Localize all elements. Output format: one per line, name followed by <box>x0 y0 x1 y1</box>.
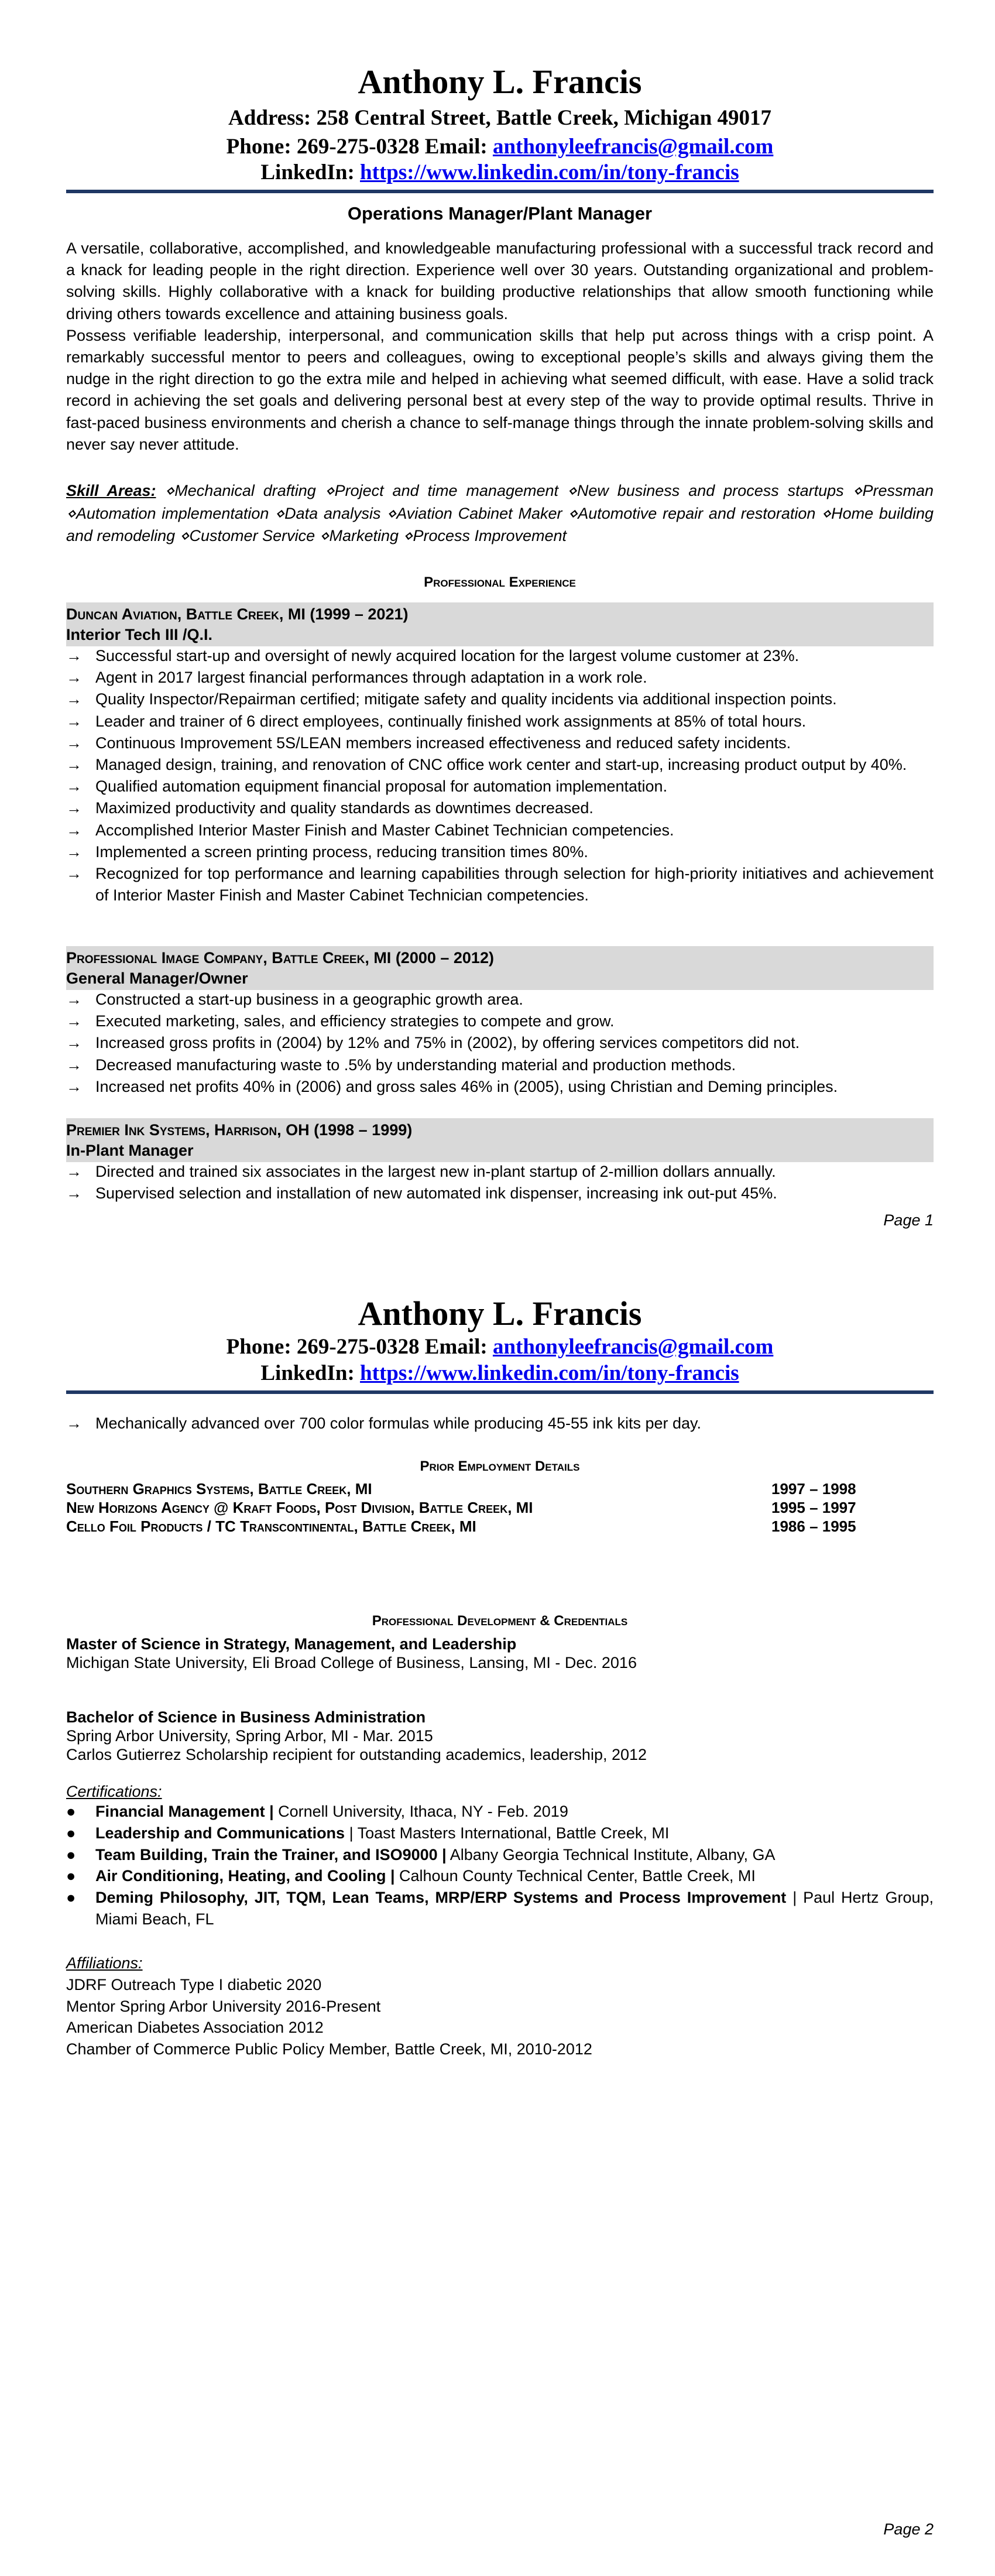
certifications-label: Certifications: <box>66 1783 162 1800</box>
bullet-icon: ● <box>66 1803 76 1820</box>
summary-paragraph: Possess verifiable leadership, interpersonal, and communication skills that help put across things with a crisp point. A remarkably successful mentor to peers and colleagues, owing to exceptional people’s skills and always giving them the nudge in the right direction to go the extra mile and helped in achieving what seemed difficult, with ease. Have a solid track record in achieving the set goals and delivering personal best at every step of the way to provide optimal results. Thrive in fast-paced business environments and cherish a chance to self-manage things through the innate problem-solving skills and never say never attitude. <box>66 326 934 453</box>
email-label: Email: <box>424 1335 488 1359</box>
arrow-icon: → <box>66 1184 82 1203</box>
list-item <box>66 841 934 863</box>
address-label: Address: <box>228 106 311 130</box>
affiliations <box>66 1952 934 2060</box>
degree-detail: Spring Arbor University, Spring Arbor, MI - Mar. 2015 <box>66 1727 433 1745</box>
affiliation-item: JDRF Outreach Type I diabetic 2020 <box>66 1975 322 1993</box>
cert-name: Financial Management | <box>95 1803 274 1820</box>
prior-company: Southern Graphics Systems, Battle Creek, MI <box>66 1480 372 1498</box>
list-item <box>66 688 934 710</box>
phone-email-line <box>66 1334 934 1361</box>
cert-detail: Albany Georgia Technical Institute, Albany, GA <box>446 1845 776 1864</box>
phone-label: Phone: <box>226 1335 291 1359</box>
affiliation-item: Mentor Spring Arbor University 2016-Present <box>66 1997 381 2015</box>
address-line <box>66 105 934 132</box>
certifications <box>66 1782 934 1930</box>
phone-value: 269-275-0328 <box>296 1335 420 1359</box>
job-bullets <box>66 645 934 906</box>
header-divider <box>66 190 934 193</box>
cert-detail: Calhoun County Technical Center, Battle Creek, MI <box>394 1867 756 1885</box>
linkedin-label: LinkedIn: <box>260 1361 355 1385</box>
candidate-name: Anthony L. Francis <box>358 63 642 101</box>
section-heading-prior-employment: Prior Employment Details <box>420 1458 580 1474</box>
skill-areas-list: ⋄Mechanical drafting ⋄Project and time management ⋄New business and process startups ⋄Pressman ⋄Automation implementation ⋄Data analysis ⋄Aviation Cabinet Maker ⋄Automotive repair and restoration ⋄Home building and remodeling ⋄Customer Service ⋄Marketing ⋄Process Improvement <box>66 482 934 544</box>
skill-areas-label: Skill Areas: <box>66 482 156 499</box>
section-heading-experience: Professional Experience <box>424 574 576 590</box>
prior-company: New Horizons Agency @ Kraft Foods, Post Division, Battle Creek, MI <box>66 1499 533 1516</box>
list-item <box>66 645 934 667</box>
bullet-text: Maximized productivity and quality standards as downtimes decreased. <box>95 799 593 817</box>
bullet-text: Successful start-up and oversight of newly acquired location for the largest volume customer at 23%. <box>95 647 800 664</box>
degree-title: Master of Science in Strategy, Management, and Leadership <box>66 1635 517 1653</box>
summary-paragraph: A versatile, collaborative, accomplished, and knowledgeable manufacturing professional with a successful track record and a knack for leading people in the right direction. Experience well over 30 years. Outstanding organizational and problem-solving skills. Highly collaborative with a knack for building productive relationships that allow smooth functioning while driving others towards excellence and attaining business goals. <box>66 239 934 323</box>
prior-employment-row <box>66 1517 934 1536</box>
arrow-icon: → <box>66 821 82 839</box>
bullet-text: Supervised selection and installation of new automated ink dispenser, increasing ink out-put 45%. <box>95 1184 777 1203</box>
job-title: Operations Manager/Plant Manager <box>347 203 653 224</box>
prior-dates: 1995 – 1997 <box>771 1499 856 1516</box>
job-role: General Manager/Owner <box>66 970 248 987</box>
cert-detail: Cornell University, Ithaca, NY - Feb. 2019 <box>273 1803 568 1820</box>
affiliation-item: American Diabetes Association 2012 <box>66 2019 324 2037</box>
list-item <box>66 1183 934 1204</box>
prior-company: Cello Foil Products / TC Transcontinental, Battle Creek, MI <box>66 1517 476 1535</box>
job-bullets <box>66 1413 934 1434</box>
bullet-text: Accomplished Interior Master Finish and Master Cabinet Technician competencies. <box>95 821 674 839</box>
list-item <box>66 1823 934 1844</box>
arrow-icon: → <box>66 865 82 883</box>
bullet-text: Increased gross profits in (2004) by 12% and 75% in (2002), by offering services competitors did not. <box>95 1034 800 1052</box>
prior-employment-list <box>66 1479 934 1536</box>
prior-dates: 1997 – 1998 <box>771 1480 856 1498</box>
list-item <box>66 1801 934 1823</box>
job-header <box>66 1118 934 1162</box>
bullet-text: Qualified automation equipment financial proposal for automation implementation. <box>95 777 668 796</box>
arrow-icon: → <box>66 1414 82 1432</box>
bullet-text: Recognized for top performance and learning capabilities through selection for high-priority initiatives and achievement of Interior Master Finish and Master Cabinet Technician competencies. <box>95 865 934 905</box>
bullet-text: Constructed a start-up business in a geographic growth area. <box>95 991 523 1008</box>
email-label: Email: <box>424 135 488 159</box>
address-value: 258 Central Street, Battle Creek, Michigan 49017 <box>316 106 771 130</box>
arrow-icon: → <box>66 1034 82 1052</box>
list-item <box>66 989 934 1010</box>
bullet-text: Mechanically advanced over 700 color formulas while producing 45-55 ink kits per day. <box>95 1414 702 1432</box>
job-company: Premier Ink Systems, Harrison, OH (1998 – 1999) <box>66 1121 413 1139</box>
list-item <box>66 1032 934 1054</box>
job-header <box>66 946 934 990</box>
list-item <box>66 1076 934 1098</box>
list-item <box>66 820 934 841</box>
skill-areas <box>66 479 934 547</box>
degree <box>66 1635 934 1672</box>
arrow-icon: → <box>66 1163 82 1180</box>
bullet-text: Managed design, training, and renovation of CNC office work center and start-up, increasing product output by 40%. <box>95 756 907 774</box>
list-item <box>66 667 934 688</box>
section-heading-development: Professional Development & Credentials <box>372 1613 628 1629</box>
degree-title: Bachelor of Science in Business Administration <box>66 1708 426 1726</box>
phone-email-line <box>66 133 934 160</box>
bullet-icon: ● <box>66 1867 76 1885</box>
arrow-icon: → <box>66 734 82 752</box>
phone-value: 269-275-0328 <box>296 135 420 159</box>
affiliation-item: Chamber of Commerce Public Policy Member, Battle Creek, MI, 2010-2012 <box>66 2040 592 2058</box>
list-item <box>66 776 934 797</box>
cert-name: Team Building, Train the Trainer, and ISO9000 | <box>95 1845 447 1864</box>
list-item <box>66 1865 934 1887</box>
arrow-icon: → <box>66 712 82 730</box>
bullet-text: Implemented a screen printing process, reducing transition times 80%. <box>95 842 588 861</box>
bullet-icon: ● <box>66 1824 76 1842</box>
arrow-icon: → <box>66 647 82 664</box>
candidate-name: Anthony L. Francis <box>358 1294 642 1332</box>
bullet-text: Decreased manufacturing waste to .5% by understanding material and production methods. <box>95 1056 736 1074</box>
bullet-text: Executed marketing, sales, and efficiency strategies to compete and grow. <box>95 1012 615 1030</box>
list-item <box>66 1413 934 1434</box>
linkedin-link[interactable]: https://www.linkedin.com/in/tony-francis <box>360 160 739 184</box>
degree-detail: Carlos Gutierrez Scholarship recipient for outstanding academics, leadership, 2012 <box>66 1746 647 1763</box>
email-link[interactable]: anthonyleefrancis@gmail.com <box>492 135 774 159</box>
cert-detail: | Toast Masters International, Battle Creek, MI <box>345 1824 670 1842</box>
prior-employment-row <box>66 1498 934 1517</box>
arrow-icon: → <box>66 799 82 817</box>
summary <box>66 238 934 455</box>
cert-name: Air Conditioning, Heating, and Cooling | <box>95 1867 395 1885</box>
job-bullets <box>66 989 934 1098</box>
phone-label: Phone: <box>226 135 291 159</box>
list-item <box>66 797 934 819</box>
affiliations-label: Affiliations: <box>66 1954 143 1972</box>
job-company: Professional Image Company, Battle Creek, MI (2000 – 2012) <box>66 949 494 967</box>
job-company: Duncan Aviation, Battle Creek, MI (1999 – 2021) <box>66 605 409 623</box>
cert-name: Deming Philosophy, JIT, TQM, Lean Teams, MRP/ERP Systems and Process Improvement <box>95 1889 787 1907</box>
list-item <box>66 1010 934 1032</box>
arrow-icon: → <box>66 842 82 861</box>
cert-detail: | Paul Hertz Group, Miami Beach, FL <box>95 1889 934 1928</box>
list-item <box>66 754 934 776</box>
arrow-icon: → <box>66 756 82 774</box>
list-item <box>66 1844 934 1866</box>
bullet-text: Continuous Improvement 5S/LEAN members increased effectiveness and reduced safety incidents. <box>95 734 791 752</box>
degree-detail: Michigan State University, Eli Broad College of Business, Lansing, MI - Dec. 2016 <box>66 1654 637 1671</box>
bullet-icon: ● <box>66 1889 76 1907</box>
arrow-icon: → <box>66 1012 82 1030</box>
prior-employment-row <box>66 1479 934 1498</box>
list-item <box>66 1054 934 1076</box>
list-item <box>66 1161 934 1183</box>
arrow-icon: → <box>66 669 82 687</box>
arrow-icon: → <box>66 1077 82 1095</box>
list-item <box>66 1887 934 1930</box>
arrow-icon: → <box>66 991 82 1008</box>
bullet-text: Quality Inspector/Repairman certified; mitigate safety and quality incidents via additional inspection points. <box>95 690 837 708</box>
linkedin-line <box>66 1360 934 1387</box>
list-item <box>66 863 934 906</box>
job-role: Interior Tech III /Q.I. <box>66 626 213 643</box>
list-item <box>66 711 934 732</box>
linkedin-line <box>66 159 934 186</box>
bullet-text: Increased net profits 40% in (2006) and gross sales 46% in (2005), using Christian and Deming principles. <box>95 1077 838 1095</box>
degree <box>66 1708 934 1764</box>
bullet-text: Directed and trained six associates in the largest new in-plant startup of 2-million dollars annually. <box>95 1163 776 1180</box>
header-divider <box>66 1390 934 1394</box>
job-header <box>66 602 934 646</box>
job-bullets <box>66 1161 934 1204</box>
email-link[interactable]: anthonyleefrancis@gmail.com <box>492 1335 774 1359</box>
list-item <box>66 732 934 754</box>
arrow-icon: → <box>66 777 82 796</box>
cert-name: Leadership and Communications <box>95 1824 345 1842</box>
bullet-text: Agent in 2017 largest financial performances through adaptation in a work role. <box>95 669 647 687</box>
linkedin-label: LinkedIn: <box>260 160 355 184</box>
arrow-icon: → <box>66 1056 82 1074</box>
arrow-icon: → <box>66 690 82 708</box>
linkedin-link[interactable]: https://www.linkedin.com/in/tony-francis <box>360 1361 739 1385</box>
bullet-text: Leader and trainer of 6 direct employees, continually finished work assignments at 85% of total hours. <box>95 712 807 730</box>
job-role: In-Plant Manager <box>66 1142 194 1159</box>
page-number: Page 1 <box>883 1211 934 1229</box>
page-number: Page 2 <box>883 2520 934 2538</box>
bullet-icon: ● <box>66 1845 76 1864</box>
prior-dates: 1986 – 1995 <box>771 1517 856 1535</box>
